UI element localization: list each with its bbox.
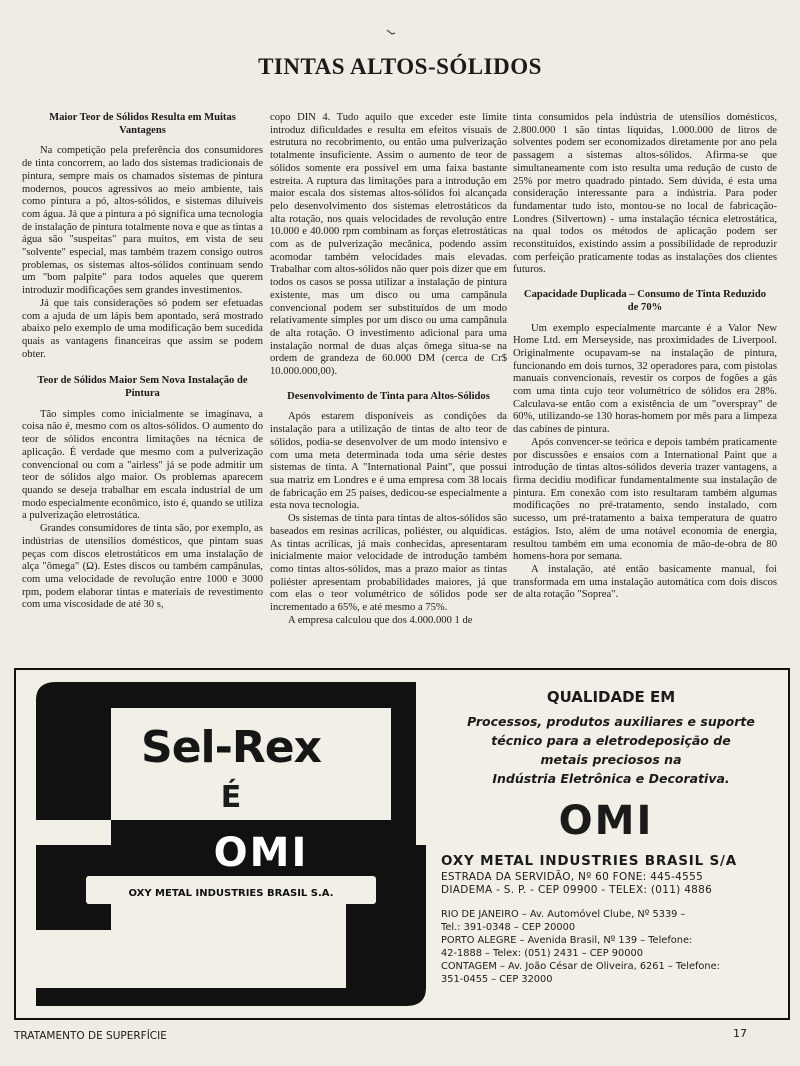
headquarters-address [441,871,771,897]
article-title: TINTAS ALTOS-SÓLIDOS [258,54,542,79]
journal-name: TRATAMENTO DE SUPERFÍCIE [14,1030,167,1042]
quality-line: técnico para a eletrodeposição de [491,733,731,748]
omi-logo: OMI [213,830,309,876]
branch-line: PORTO ALEGRE – Avenida Brasil, Nº 139 – Telefone: [441,935,693,946]
section-heading: Maior Teor de Sólidos Resulta em Muitas Vantagens [49,112,236,136]
brand-name: Sel-Rex [141,722,321,773]
address-line: DIADEMA - S. P. - CEP 09900 - TELEX: (011) 4886 [441,884,713,896]
omi-company-name: OXY METAL INDUSTRIES BRASIL S.A. [128,888,334,899]
section-heading: Teor de Sólidos Maior Sem Nova Instalação de Pintura [37,375,248,400]
paragraph: Tão simples como inicialmente se imaginava, a coisa não é, mesmo com os altos-sólidos. O aumento do teor de sólidos encontra limitações na técnica de aplicação. É verdade que mesmo com a pulverização convencional ou com a "airless" já se pode admitir um teor de sólidos algo maior. Os problemas aparecem quando se deseja trabalhar em escala industrial de um modo especialmente econômico, isto é, quando se utiliza a pulverização eletrostática. [22,408,263,522]
quality-line: metais preciosos na [540,752,682,767]
column-2 [270,112,507,657]
column-3 [513,112,777,657]
paragraph: tinta consumidos pela indústria de utensílios domésticos, 2.800.000 1 são tintas líquidas, 1.000.000 de litros de solventes podem ser economizados diretamente por ano pela passagem a sistemas altos-sólidos. Afirma-se que simultaneamente com isto resulta uma redução de custo de 25% por metro quadrado pintado. Sem dúvida, é esta uma consideração interessante para a indústria. Para poder fundamentar tudo isto, montou-se no local de fabricação-Londres (Silvertown) - uma instalação técnica eletrostática, na qual todos os métodos de aplicação podem ser reconstituídos, existindo assim a possibilidade de reproduzir com perfeição praticamente todas as instalações dos clientes futuros. [513,112,777,276]
branch-line: 42-1888 – Telex: (051) 2431 – CEP 90000 [441,948,643,959]
branch-line: 351-0455 – CEP 32000 [441,974,553,985]
section-heading: Capacidade Duplicada – Consumo de Tinta Reduzido de 70% [523,289,767,313]
page-number: 17 [733,1027,747,1040]
paragraph: A empresa calculou que dos 4.000.000 1 de [288,614,473,626]
quality-line: Indústria Eletrônica e Decorativa. [492,771,730,786]
ink-mark-icon [386,28,396,36]
paragraph: Após convencer-se teórica e depois também praticamente por discussões e ensaios com a International Paint que a introdução de tintas altos-sólidos deveria trazer vantagens, a firma decidiu modificar fundamentalmente sua instalação de pintura. Em conexão com isto resultaram também algumas modificações no pré-tratamento, sendo instalado, com sucesso, um pré-tratamento a baixa temperatura de quatro estágios. Isto, além de uma notável economia de energia, resultou também em uma economia de mão-de-obra de 80 homens-hora por semana. [513,436,777,563]
paragraph: Grandes consumidores de tinta são, por exemplo, as indústrias de utensílios domésticos, que pintam suas peças com discos eletrostáticos em uma instalação de alça "ômega" (Ω). Estes discos ou também campânulas, com uma velocidade de revolução entre 1000 e 3000 rpm, podem elaborar tintas e materiais de revestimento com uma viscosidade de até 30 s, [22,523,263,611]
quality-title: QUALIDADE EM [546,688,676,706]
address-line: ESTRADA DA SERVIDÃO, Nº 60 FONE: 445-4555 [441,871,704,883]
paragraph: copo DIN 4. Tudo aquilo que exceder este limite introduz dificuldades e resulta em efeitos visuais de estrutura no recobrimento, ou então uma pulverização totalmente insuficiente. Assim o aumento de teor de sólidos somente era possível em uma faixa bastante estreita. A ruptura das limitações para a introdução em maior escala dos sistemas altos-sólidos foi alcançada pelo desenvolvimento dos sistemas eletrostáticos da alta rotação, nos quais velocidades de revolução entre 10.000 e 40.000 rpm combinam as forças eletrostáticas com as de pulverização mecânica, podendo assim acomodar também velocidades mais elevadas. Trabalhar com altos-sólidos não quer pois dizer que em todos os casos se possa utilizar a instalação de pintura existente, mas um disco ou uma campânula convencional podem ser substituídos de um modo relativamente simples por um disco ou uma campânula de alta rotação. O investimento adicional para uma instalação normal de duas alças ômega situa-se na ordem de grandeza de 60.000 DM (cerca de Cr$ 10.000.000,00). [270,112,507,378]
section-heading: Desenvolvimento de Tinta para Altos-Sólidos [287,390,490,402]
branch-addresses [441,908,776,986]
branch-line: Tel.: 391-0348 – CEP 20000 [441,922,576,933]
quality-block [441,688,781,788]
column-1 [22,112,263,657]
paragraph: Após estarem disponíveis as condições da instalação para a utilização de tintas de alto teor de sólidos, podia-se desenvolver de um modo intensivo e com uma meta determinada toda uma série destes sistemas de tinta. A "International Paint", que possui sua matriz em Londres e é uma empresa com 38 locais de fabricação em 25 países, dedicou-se especialmente a esta nova tecnologia. [270,411,507,512]
paragraph: Na competição pela preferência dos consumidores de tinta concorrem, ao lado dos sistemas tradicionais de pintura, sempre mais os chamados sistemas de pintura modernos, poucos agressivos ao meio ambiente, tais como pintura a pó, altos-sólidos, e sistemas diluíveis com água. Já que a pintura a pó significa uma tecnologia de instalação de pintura totalmente nova e que as tintas a água são "suspeitas" para muitos, em vista de seu "solvente" especial, mas também trazem consigo outros problemas, os sistemas altos-sólidos continuam sendo um "bom palpite" para todos aqueles que querem introduzir modificações sem grandes investimentos. [22,145,263,297]
branch-line: CONTAGEM – Av. João César de Oliveira, 6261 – Telefone: [441,961,720,972]
branch-line: RIO DE JANEIRO – Av. Automóvel Clube, Nº 5339 – [441,909,686,920]
brand-connector: É [220,780,242,815]
paragraph: Um exemplo especialmente marcante é a Valor New Home Ltd. em Merseyside, nas proximidades de Liverpool. Originalmente ocupavam-se na instalação de pintura, funcionando em dois turnos, 32 operadores para, com pistolas manuais convencionais, revestir os corpos de fogões a gás com uma tinta cujo teor volumétrico de sólidos era 28%. Calculava-se então com a existência de um "overspray" de 60%, utilizando-se 130 horas-homem por mês para a limpeza das cabines de pintura. [513,322,777,436]
omi-logo-large: OMI [558,798,654,844]
advertisement [14,668,790,1020]
quality-line: Processos, produtos auxiliares e suporte [467,714,755,729]
paragraph: Os sistemas de tinta para tintas de altos-sólidos são baseados em resinas acrílicas, poliéster, ou alquídicas. As tintas acrílicas, já mais conhecidas, apresentaram inicialmente maior velocidade de introdução também como tintas altos-sólidos, mas a prazo maior as tintas poliéster apresentam probabilidades maiores, já que com elas o teor volumétrico de sólidos pode ser incrementado a 65%, e até mesmo a 75%. [270,513,507,614]
company-name: OXY METAL INDUSTRIES BRASIL S/A [441,853,738,869]
paragraph: A instalação, até então basicamente manual, foi transformada em uma instalação automática com dois discos de alta rotação "Soprea". [513,563,777,601]
paragraph: Já que tais considerações só podem ser efetuadas com a ajuda de um lápis bem apontado, será mostrado abaixo pelo exemplo de uma modificação bem sucedida quais as vantagens financeiras que assim se podem obter. [22,297,263,360]
